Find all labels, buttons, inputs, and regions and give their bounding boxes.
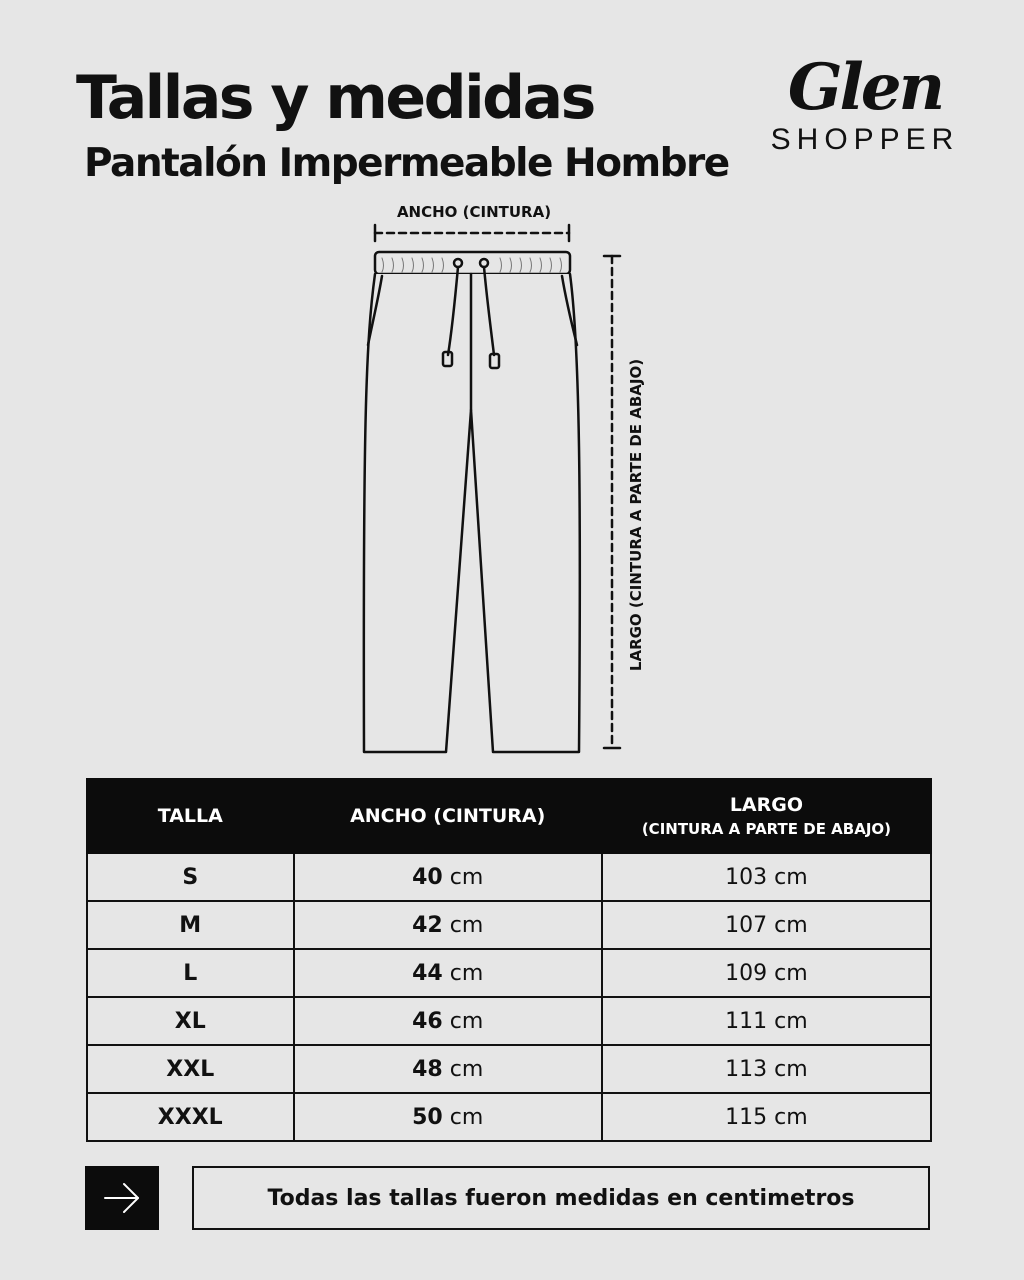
width-dimension-line — [375, 225, 569, 241]
width-dimension-label: ANCHO (CINTURA) — [396, 203, 552, 221]
header-length-sub: (CINTURA A PARTE DE ABAJO) — [641, 820, 892, 838]
cell-length: 109 cm — [602, 949, 931, 997]
cell-width-unit: cm — [449, 1104, 484, 1130]
cell-width-unit: cm — [449, 912, 484, 938]
cell-length: 113 cm — [602, 1045, 931, 1093]
arrow-button[interactable] — [85, 1166, 159, 1230]
length-dimension-label: LARGO (CINTURA A PARTE DE ABAJO) — [627, 358, 645, 672]
cell-width-value: 48 — [412, 1056, 443, 1082]
page-title: Tallas y medidas — [76, 63, 594, 133]
cell-width — [294, 949, 602, 997]
pants-waistband — [375, 252, 570, 274]
cell-width-value: 44 — [412, 960, 443, 986]
cell-width-unit: cm — [449, 864, 484, 890]
cell-length: 107 cm — [602, 901, 931, 949]
cell-size: XXL — [87, 1045, 294, 1093]
table-row — [87, 1093, 931, 1141]
cell-size: XXXL — [87, 1093, 294, 1141]
cell-size: XL — [87, 997, 294, 1045]
header-width: ANCHO (CINTURA) — [294, 779, 602, 853]
cell-size: S — [87, 853, 294, 901]
measurement-note-text: Todas las tallas fueron medidas en centimetros — [267, 1185, 855, 1211]
cell-width — [294, 997, 602, 1045]
cell-length: 115 cm — [602, 1093, 931, 1141]
cell-width-unit: cm — [449, 1056, 484, 1082]
cell-width-unit: cm — [449, 960, 484, 986]
cell-size: M — [87, 901, 294, 949]
table-row — [87, 1045, 931, 1093]
cell-width — [294, 1093, 602, 1141]
length-dimension-line — [604, 256, 620, 748]
cell-width — [294, 1045, 602, 1093]
table-row — [87, 853, 931, 901]
logo-word: SHOPPER — [770, 123, 960, 156]
cell-width-value: 50 — [412, 1104, 443, 1130]
cell-length: 111 cm — [602, 997, 931, 1045]
arrow-right-icon — [102, 1181, 142, 1215]
cell-width-unit: cm — [449, 1008, 484, 1034]
cell-size: L — [87, 949, 294, 997]
table-row — [87, 997, 931, 1045]
table-row — [87, 901, 931, 949]
cell-width-value: 46 — [412, 1008, 443, 1034]
table-row — [87, 949, 931, 997]
table-header-row — [87, 779, 931, 853]
measurement-note — [192, 1166, 930, 1230]
page-subtitle: Pantalón Impermeable Hombre — [84, 141, 729, 186]
cell-width-value: 42 — [412, 912, 443, 938]
header-length — [602, 779, 931, 853]
cell-length: 103 cm — [602, 853, 931, 901]
cell-width — [294, 853, 602, 901]
header-size: TALLA — [87, 779, 294, 853]
logo-script: Glen — [787, 50, 943, 125]
header-length-main: LARGO — [729, 794, 804, 816]
size-table — [86, 778, 932, 1142]
cell-width — [294, 901, 602, 949]
cell-width-value: 40 — [412, 864, 443, 890]
